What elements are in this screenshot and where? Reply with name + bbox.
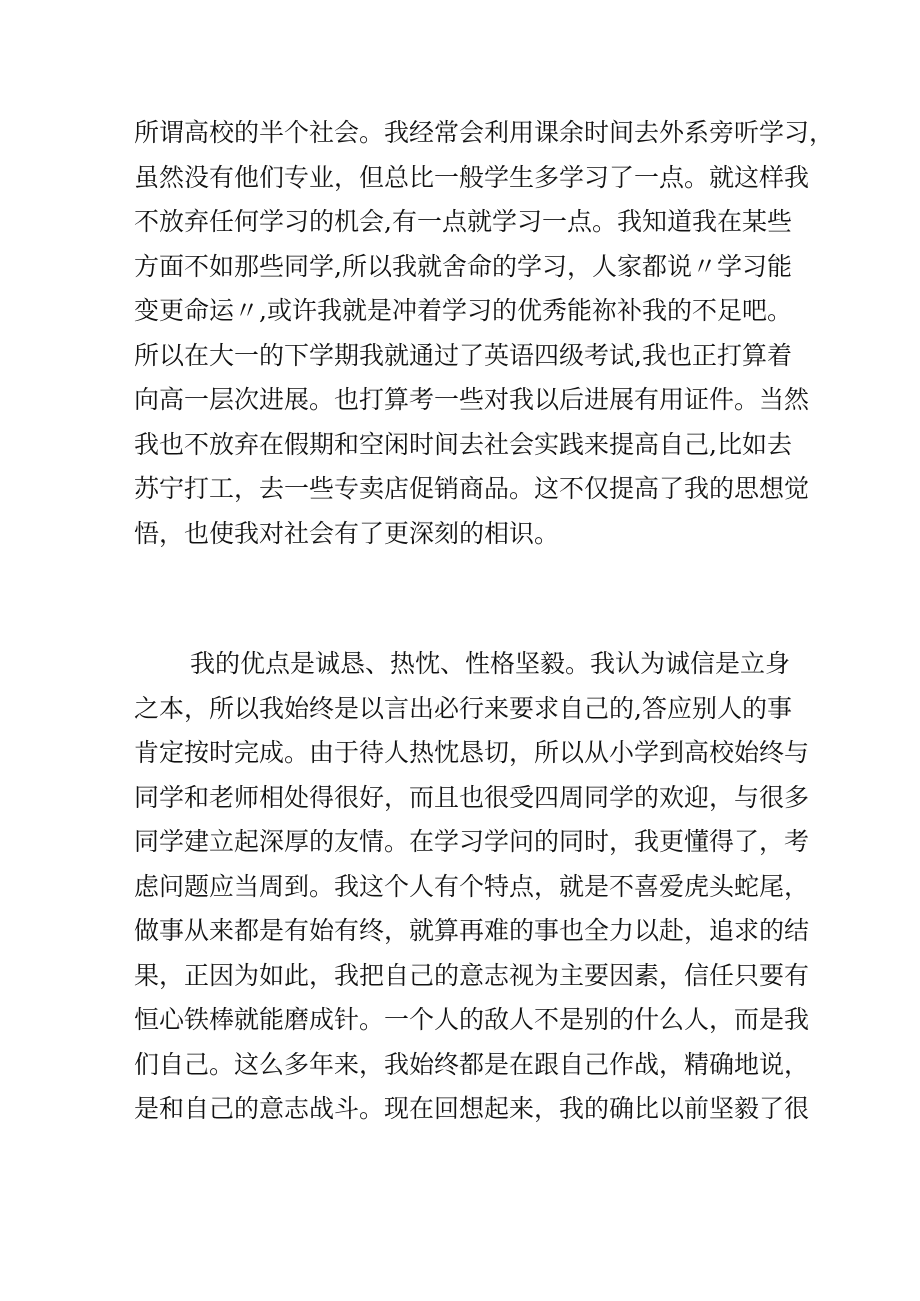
- text-line: 之本，所以我始终是以言出必行来要求自己的,答应别人的事: [134, 693, 792, 723]
- text-line: 是和自己的意志战斗。现在回想起来，我的确比以前坚毅了很: [134, 1094, 810, 1123]
- text-line: 同学和老师相处得很好，而且也很受四周同学的欢迎，与很多: [134, 782, 810, 812]
- text-line: 虑问题应当周到。我这个人有个特点，就是不喜爱虎头蛇尾，: [134, 871, 810, 901]
- text-line: 方面不如那些同学,所以我就舍命的学习，人家都说〃学习能: [134, 251, 792, 281]
- paragraph-2: [134, 642, 810, 1132]
- text-line: 变更命运〃,或许我就是冲着学习的优秀能祢补我的不足吧。: [134, 296, 792, 325]
- text-line: 虽然没有他们专业，但总比一般学生多学习了一点。就这样我: [134, 162, 810, 192]
- text-line: 所谓高校的半个社会。我经常会利用课余时间去外系旁听学习，: [134, 118, 835, 147]
- text-line: 不放弃任何学习的机会,有一点就学习一点。我知道我在某些: [134, 207, 792, 236]
- text-line: 苏宁打工，去一些专卖店促销商品。这不仅提高了我的思想觉: [134, 474, 810, 503]
- text-line: 我的优点是诚恳、热忱、性格坚毅。我认为诚信是立身: [190, 649, 791, 678]
- text-line: 恒心铁棒就能磨成针。一个人的敌人不是别的什么人，而是我: [134, 1005, 810, 1034]
- text-line: 肯定按时完成。由于待人热忱恳切，所以从小学到高校始终与: [134, 738, 810, 767]
- text-line: 所以在大一的下学期我就通过了英语四级考试,我也正打算着: [134, 340, 792, 370]
- text-line: 向高一层次进展。也打算考一些对我以后进展有用证件。当然: [134, 385, 810, 414]
- text-line: 果，正因为如此，我把自己的意志视为主要因素，信任只要有: [134, 960, 810, 990]
- text-line: 悟，也使我对社会有了更深刻的相识。: [134, 518, 560, 548]
- text-line: 们自己。这么多年来，我始终都是在跟自己作战，精确地说，: [134, 1049, 810, 1079]
- paragraph-1: [134, 111, 835, 556]
- text-line: 同学建立起深厚的友情。在学习学问的同时，我更懂得了，考: [134, 827, 810, 856]
- text-line: 做事从来都是有始有终，就算再难的事也全力以赴，追求的结: [134, 916, 810, 945]
- text-line: 我也不放弃在假期和空闲时间去社会实践来提高自己,比如去: [134, 429, 792, 459]
